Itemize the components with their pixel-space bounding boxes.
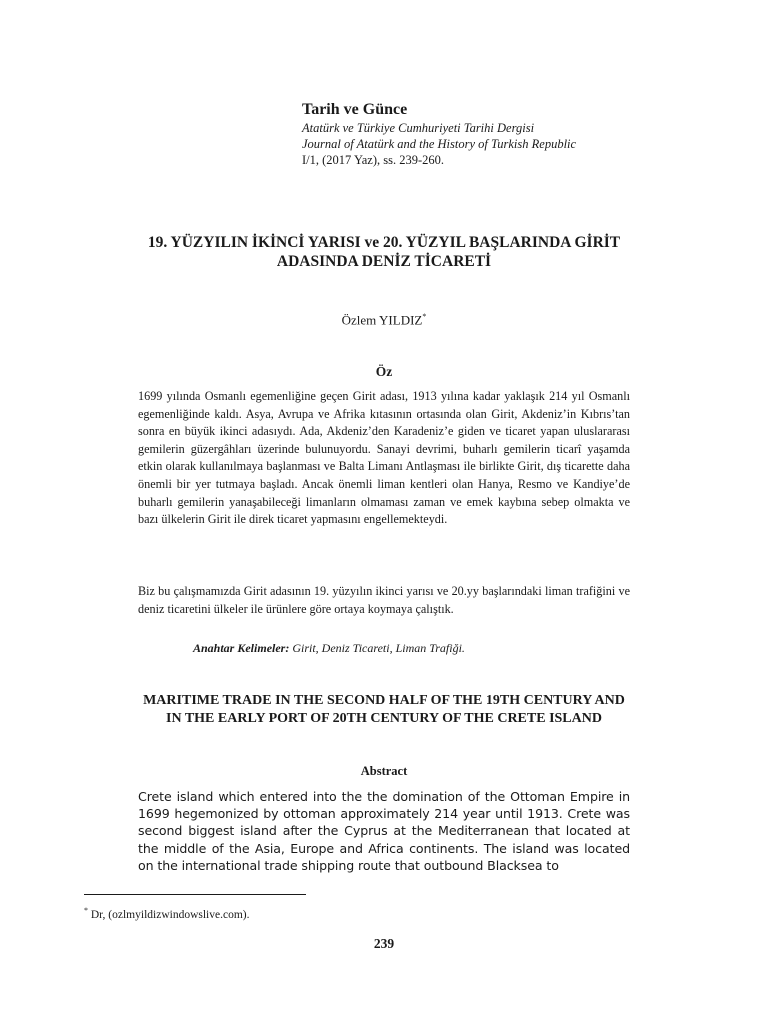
keywords-text: Girit, Deniz Ticareti, Liman Trafiği. (292, 641, 465, 655)
article-title-tr-line1: 19. YÜZYILIN İKİNCİ YARISI ve 20. YÜZYIL BAŞLARINDA GİRİT (147, 234, 621, 251)
oz-heading: Öz (375, 364, 393, 379)
keywords-line (193, 641, 663, 656)
oz-paragraph-2: Biz bu çalışmamızda Girit adasının 19. yüzyılın ikinci yarısı ve 20.yy başlarındaki liman trafiğini ve deniz ticaretini ülkeler ile ürünlere göre ortaya koymaya çalıştık. (138, 584, 630, 616)
footnote-divider (84, 894, 306, 895)
author-name: Özlem YILDIZ (341, 312, 423, 328)
footnote-text: Dr, (ozlmyildizwindowslive.com). (88, 908, 250, 921)
journal-volume: I/1, (2017 Yaz), ss. 239-260. (302, 153, 445, 167)
article-title-en-line1: MARITIME TRADE IN THE SECOND HALF OF THE 19TH CENTURY AND (143, 693, 625, 708)
journal-subtitle-tr: Atatürk ve Türkiye Cumhuriyeti Tarihi Dergisi (302, 121, 535, 135)
author-footnote-mark: * (422, 312, 427, 321)
abstract-heading: Abstract (360, 764, 408, 778)
article-title-tr-line2: ADASINDA DENİZ TİCARETİ (276, 253, 492, 270)
footnote (84, 906, 249, 921)
journal-header (302, 100, 682, 168)
oz-paragraph-1: 1699 yılında Osmanlı egemenliğine geçen Girit adası, 1913 yılına kadar yaklaşık 214 yıl Osmanlı egemenliğinde kaldı. Asya, Avrupa ve Afrika kıtasının ortasında olan Girit, Akdeniz’in Kıbrıs’tan sonra en büyük ikinci adasıydı. Ada, Akdeniz’den Karadeniz’e giden ve ticaret yapan uluslararası gemilerin güzergâhları üzerinde bulunuyordu. Sanayi devrimi, buharlı gemilerin ticarî yaşamda etkin olarak kullanılmaya başlanması ve Balta Limanı Antlaşması ile birlikte Girit, dış ticarette daha önemli bir yer tutmaya başladı. Ancak önemli liman kentleri olan Hanya, Resmo ve Kandiye’de buharlı gemilerin yanaşabileceği limanların olmaması zaman ve emek kaybına sebep olmakta ve bazı ülkelerin Girit ile direk ticaret yapmasını engellemekteydi. (138, 389, 630, 527)
footnote-mark: * (84, 906, 88, 915)
keywords-label: Anahtar Kelimeler: (193, 641, 290, 655)
article-title-en (70, 692, 698, 728)
abstract-paragraph: Crete island which entered into the the domination of the Ottoman Empire in 1699 hegemonized by ottoman approximately 214 year until 1913. Crete was second biggest island after the Cyprus at the Mediterranean that located at the middle of the Asia, Europe and Africa continents. The island was located on the international trade shipping route that outbound Blacksea to (138, 789, 630, 873)
author-line (0, 312, 768, 328)
article-title-tr (80, 233, 688, 271)
journal-name: Tarih ve Günce (302, 101, 408, 118)
page-number: 239 (373, 936, 395, 951)
article-title-en-line2: IN THE EARLY PORT OF 20TH CENTURY OF THE CRETE ISLAND (166, 711, 602, 726)
journal-subtitle-en: Journal of Atatürk and the History of Turkish Republic (302, 137, 577, 151)
